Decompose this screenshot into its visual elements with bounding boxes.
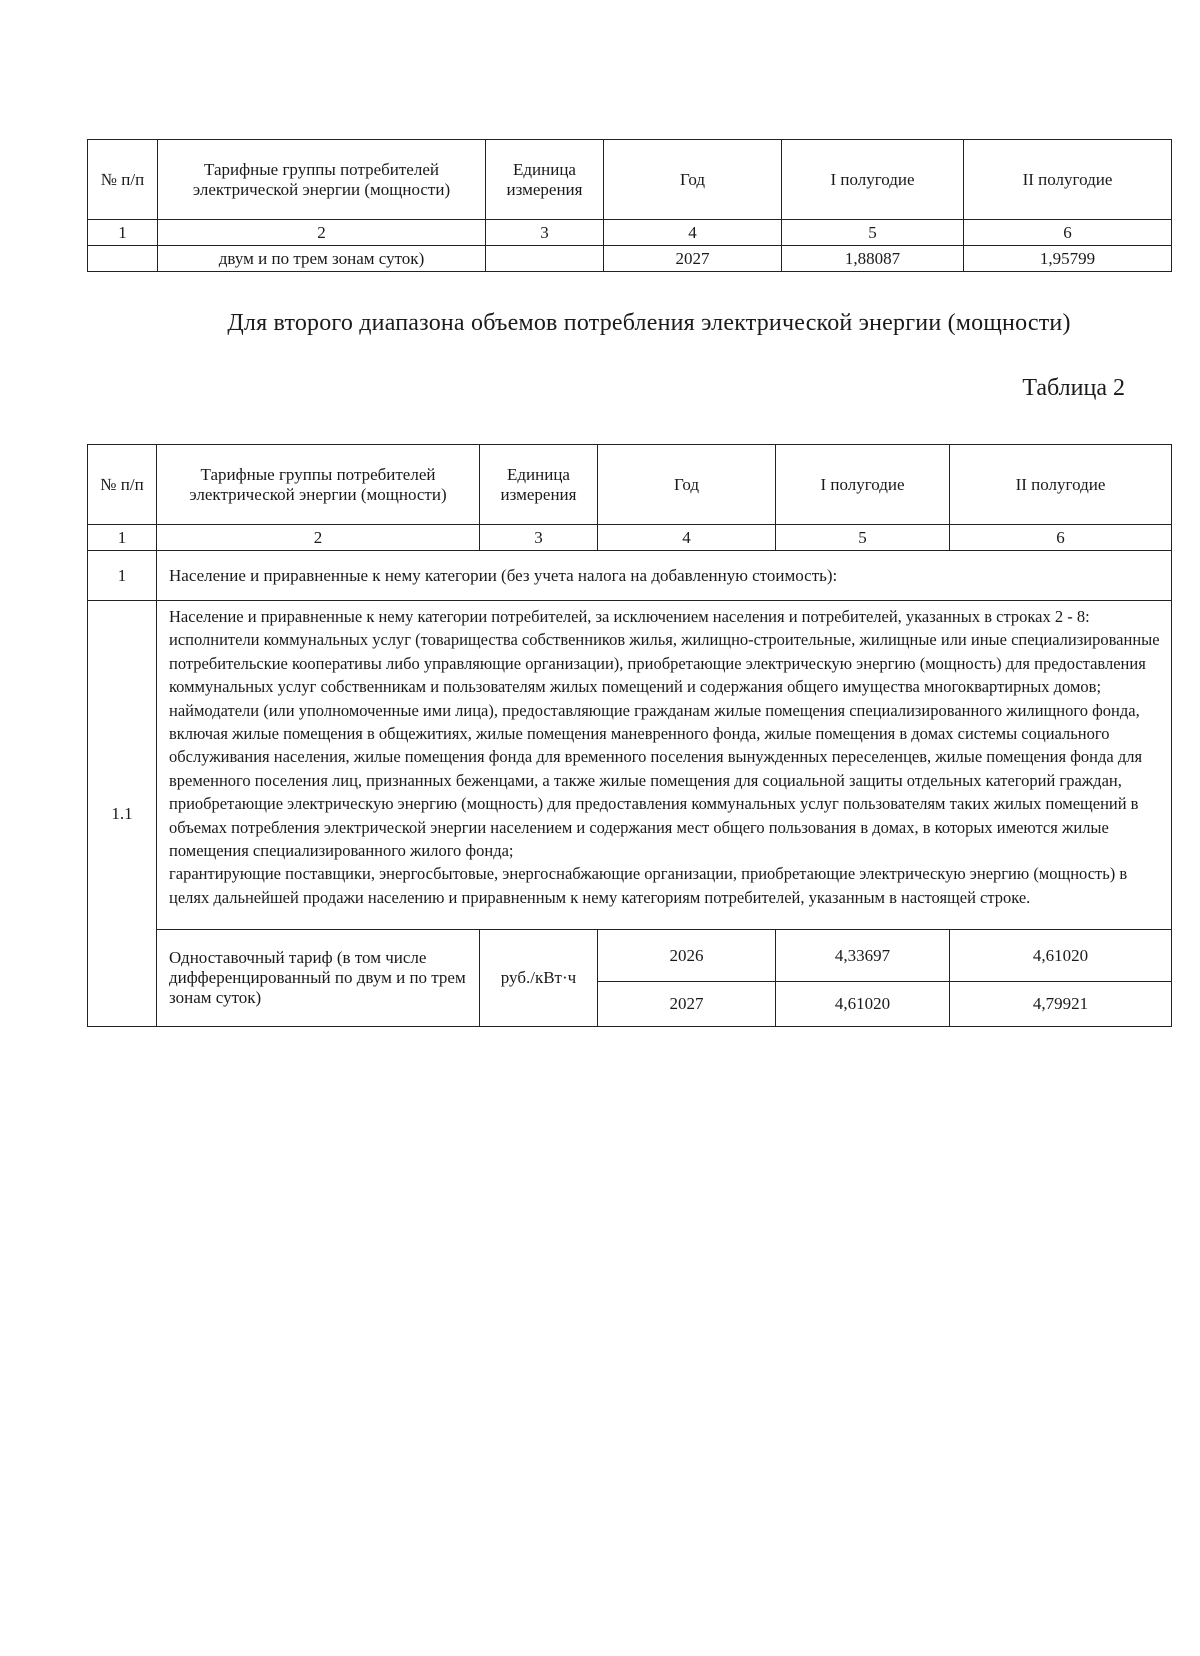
col-number: 1 <box>88 220 158 246</box>
col-number: 3 <box>480 525 598 551</box>
tariff-row <box>88 930 1172 982</box>
col-number: 4 <box>598 525 776 551</box>
header-year: Год <box>598 445 776 525</box>
tariff-h1: 4,33697 <box>776 930 950 982</box>
section-title: Население и приравненные к нему категории (без учета налога на добавленную стоимость): <box>157 551 1172 601</box>
header-h2: II полугодие <box>964 140 1172 220</box>
col-number: 6 <box>950 525 1172 551</box>
header-h1: I полугодие <box>782 140 964 220</box>
col-number: 6 <box>964 220 1172 246</box>
table-header-row <box>88 445 1172 525</box>
header-h1: I полугодие <box>776 445 950 525</box>
tariff-year: 2026 <box>598 930 776 982</box>
header-num: № п/п <box>88 445 157 525</box>
tariff-name: Одноставочный тариф (в том числе дифференцированный по двум и по трем зонам суток) <box>157 930 480 1027</box>
tariff-h2: 4,79921 <box>950 982 1172 1027</box>
header-unit: Единица измерения <box>486 140 604 220</box>
header-groups: Тарифные группы потребителей электрической энергии (мощности) <box>158 140 486 220</box>
row-h1: 1,88087 <box>782 246 964 272</box>
col-number: 2 <box>158 220 486 246</box>
table-1 <box>87 139 1172 272</box>
header-h2: II полугодие <box>950 445 1172 525</box>
header-unit: Единица измерения <box>480 445 598 525</box>
col-number: 1 <box>88 525 157 551</box>
table-2 <box>87 444 1172 1027</box>
header-groups: Тарифные группы потребителей электрической энергии (мощности) <box>157 445 480 525</box>
tariff-h2: 4,61020 <box>950 930 1172 982</box>
column-numbers-row <box>88 525 1172 551</box>
tariff-unit: руб./кВт·ч <box>480 930 598 1027</box>
row-h2: 1,95799 <box>964 246 1172 272</box>
tariff-h1: 4,61020 <box>776 982 950 1027</box>
table-header-row <box>88 140 1172 220</box>
subsection-num: 1.1 <box>88 601 157 1027</box>
section-heading: Для второго диапазона объемов потребления электрической энергии (мощности) <box>227 310 1071 336</box>
tariff-year: 2027 <box>598 982 776 1027</box>
section-row <box>88 551 1172 601</box>
table-label: Таблица 2 <box>1022 375 1125 401</box>
section-num: 1 <box>88 551 157 601</box>
subsection-description: Население и приравненные к нему категории потребителей, за исключением населения и потребителей, указанных в строках 2 - 8: исполнители коммунальных услуг (товарищества собственников жилья, жилищно-строительные, жилищные или иные специализированные потребительские кооперативы либо управляющие организации), приобретающие электрическую энергию (мощность) для предоставления коммунальных услуг собственникам и пользователям жилых помещений и содержания общего имущества многоквартирных домов; наймодатели (или уполномоченные ими лица), предоставляющие гражданам жилые помещения специализированного жилищного фонда, включая жилые помещения в общежитиях, жилые помещения маневренного фонда, жилые помещения в домах системы социального обслуживания населения, жилые помещения фонда для временного поселения вынужденных переселенцев, жилые помещения фонда для временного поселения лиц, признанных беженцами, а также жилые помещения для социальной защиты отдельных категорий граждан, приобретающие электрическую энергию (мощность) для предоставления коммунальных услуг пользователям таких жилых помещений в объемах потребления электрической энергии населением и содержания мест общего пользования в домах, в которых имеются жилые помещения специализированного жилого фонда; гарантирующие поставщики, энергосбытовые, энергоснабжающие организации, приобретающие электрическую энергию (мощность) в целях дальнейшей продажи населению и приравненным к нему категориям потребителей, указанным в настоящей строке. <box>157 601 1172 930</box>
header-year: Год <box>604 140 782 220</box>
col-number: 5 <box>782 220 964 246</box>
header-num: № п/п <box>88 140 158 220</box>
row-year: 2027 <box>604 246 782 272</box>
col-number: 4 <box>604 220 782 246</box>
row-unit <box>486 246 604 272</box>
col-number: 3 <box>486 220 604 246</box>
col-number: 2 <box>157 525 480 551</box>
column-numbers-row <box>88 220 1172 246</box>
table-row <box>88 246 1172 272</box>
col-number: 5 <box>776 525 950 551</box>
row-num <box>88 246 158 272</box>
row-group: двум и по трем зонам суток) <box>158 246 486 272</box>
subsection-row <box>88 601 1172 930</box>
